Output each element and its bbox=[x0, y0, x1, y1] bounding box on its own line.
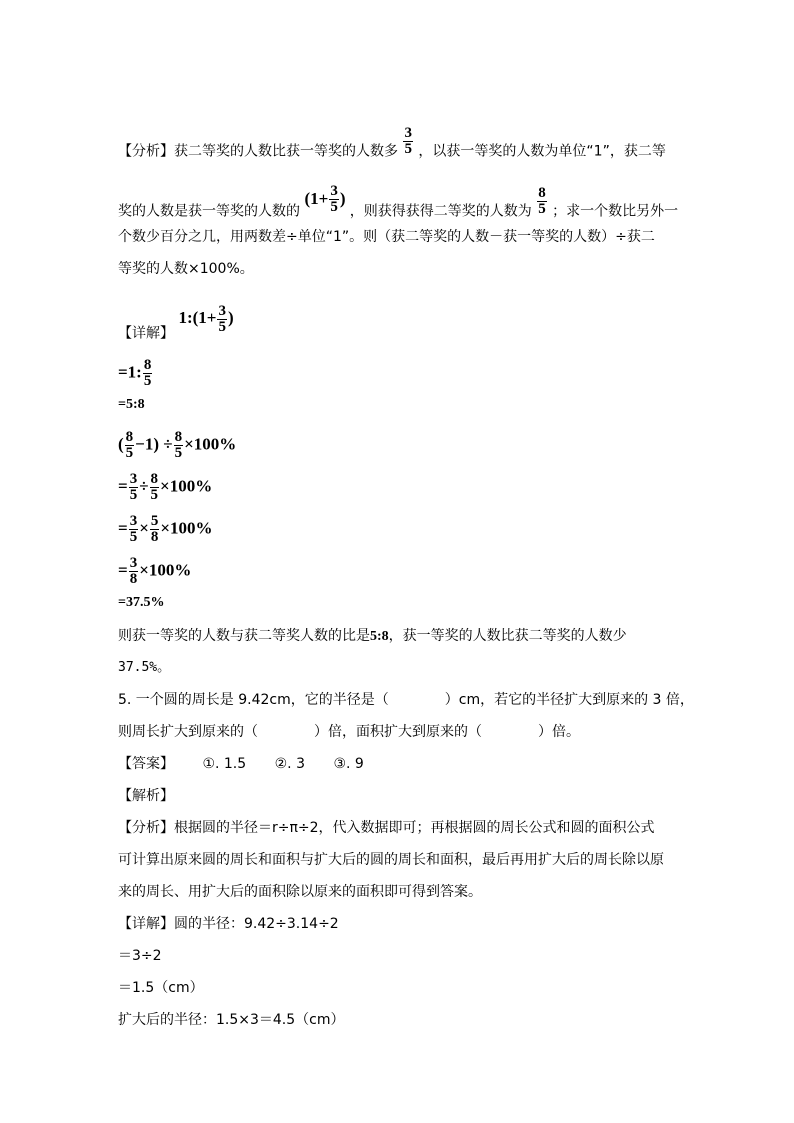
detail-line-1 bbox=[118, 303, 234, 349]
detail-step-7: = $\frac{3}{8}$ ×100% bbox=[118, 555, 192, 587]
math-expression: (1+ $\frac{3}{5}$ ) bbox=[304, 183, 346, 216]
q5-analysis-line-1: 【分析】根据圆的半径＝r÷π÷2，代入数据即可；再根据圆的周长公式和圆的面积公式 bbox=[118, 820, 655, 836]
fraction: $\frac{8}{5}$ bbox=[538, 185, 546, 217]
q5-detail-line-2: ＝3÷2 bbox=[118, 948, 162, 964]
detail-step-4: ( $\frac{8}{5}$ −1) ÷ $\frac{8}{5}$ ×100% bbox=[118, 429, 237, 461]
answer-line bbox=[118, 756, 364, 772]
ratio: 5:8 bbox=[370, 629, 389, 644]
q5-detail-line-1: 【详解】圆的半径：9.42÷3.14÷2 bbox=[118, 916, 339, 932]
fraction: $\frac{3}{5}$ bbox=[404, 125, 412, 157]
question-5-line-2: 则周长扩大到原来的（ ）倍，面积扩大到原来的（ ）倍。 bbox=[118, 724, 580, 740]
detail-step-2: =1: $\frac{8}{5}$ bbox=[118, 357, 152, 389]
q5-analysis-line-2: 可计算出原来圆的周长和面积与扩大后的圆的周长和面积，最后再用扩大后的周长除以原 bbox=[118, 852, 664, 868]
detail-step-8: =37.5% bbox=[118, 595, 165, 610]
analysis-text: ，以获一等奖的人数为单位“1”，获二等 bbox=[418, 143, 666, 160]
analysis-text: ；求一个数比另外一 bbox=[552, 203, 679, 220]
analysis-label: 【解析】 bbox=[118, 788, 174, 804]
math-expression: 1:(1+ $\frac{3}{5}$ ) bbox=[178, 303, 234, 335]
analysis-paragraph-line-3: 个数少百分之几，用两数差÷单位“1”。则（获二等奖的人数－获一等奖的人数）÷获二 bbox=[118, 229, 655, 245]
answer-1: ①. 1.5 bbox=[202, 756, 247, 772]
analysis-text: ，则获得获得二等奖的人数为 bbox=[349, 203, 532, 220]
q5-analysis-line-3: 来的周长、用扩大后的面积除以原来的面积即可得到答案。 bbox=[118, 884, 482, 900]
detail-label: 【详解】 bbox=[118, 325, 174, 342]
q5-detail-line-3: ＝1.5（cm） bbox=[118, 980, 204, 996]
conclusion-line-2: 37.5%。 bbox=[118, 660, 171, 675]
q5-detail-line-4: 扩大后的半径：1.5×3＝4.5（cm） bbox=[118, 1012, 345, 1028]
detail-step-6: = $\frac{3}{5}$ × $\frac{5}{8}$ ×100% bbox=[118, 513, 213, 545]
analysis-paragraph-line-1 bbox=[118, 125, 666, 167]
answer-2: ②. 3 bbox=[274, 756, 305, 772]
detail-step-5: = $\frac{3}{5}$ ÷ $\frac{8}{5}$ ×100% bbox=[118, 471, 213, 503]
detail-step-3: =5:8 bbox=[118, 397, 145, 412]
conclusion-line: 则获一等奖的人数与获二等奖人数的比是5:8，获一等奖的人数比获二等奖的人数少 bbox=[118, 628, 627, 644]
analysis-paragraph-line-4: 等奖的人数×100%。 bbox=[118, 261, 254, 277]
answer-3: ③. 9 bbox=[333, 756, 364, 772]
question-5-line-1: 5. 一个圆的周长是 9.42cm，它的半径是（ ）cm，若它的半径扩大到原来的 3 倍， bbox=[118, 692, 694, 708]
analysis-paragraph-line-2 bbox=[118, 183, 679, 227]
analysis-text: 【分析】获二等奖的人数比获一等奖的人数多 bbox=[118, 143, 398, 160]
answer-label: 【答案】 bbox=[118, 756, 174, 772]
analysis-text: 奖的人数是获一等奖的人数的 bbox=[118, 203, 300, 220]
